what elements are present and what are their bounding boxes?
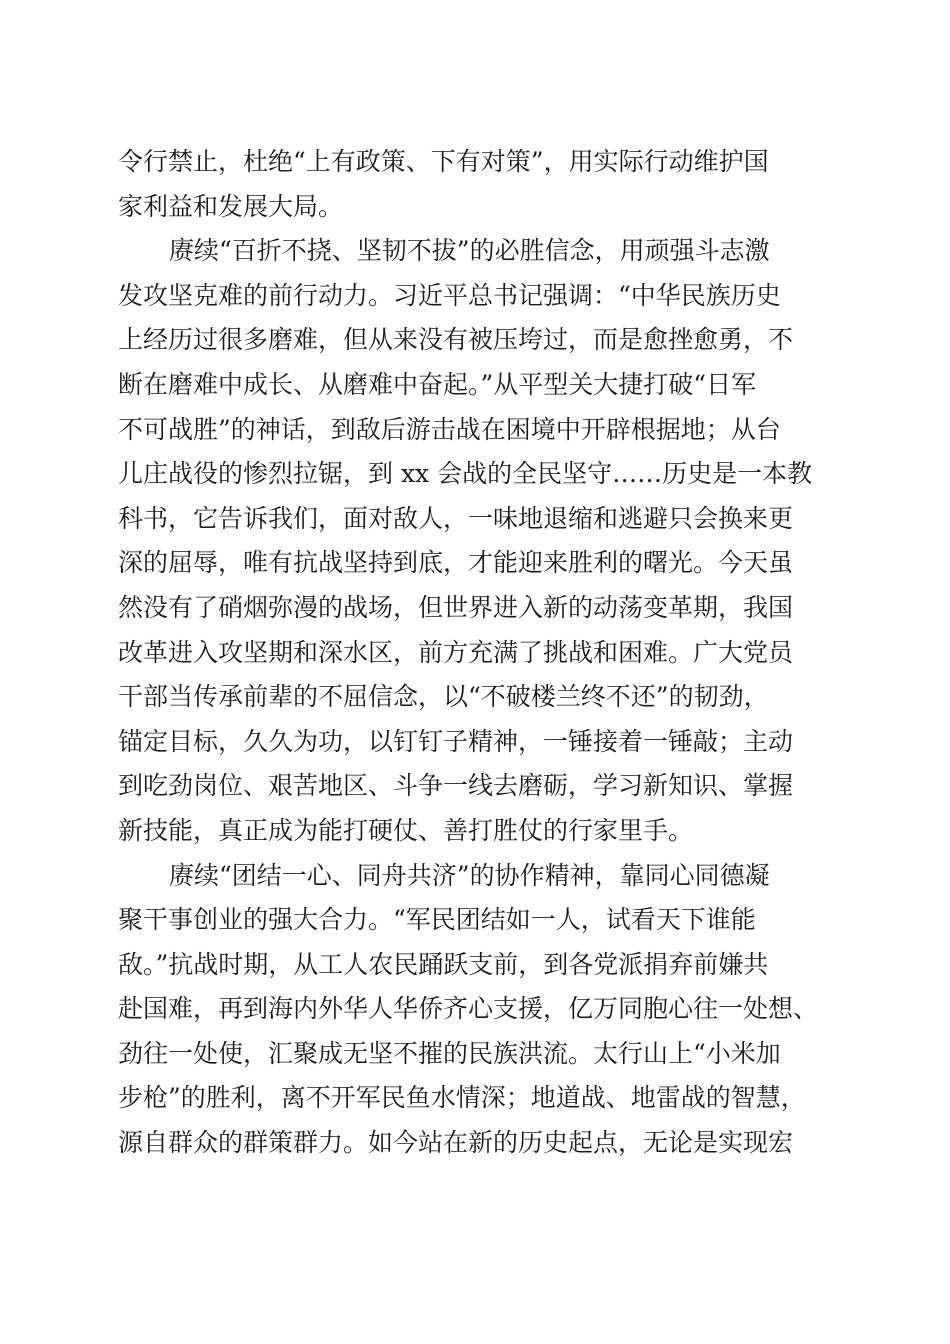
text-line: 改革进入攻坚期和深水区，前方充满了挑战和困难。广大党员 xyxy=(118,637,794,667)
text-line: 断在磨难中成长、从磨难中奋起。”从平型关大捷打破“日军 xyxy=(118,369,757,399)
body-text xyxy=(118,140,833,1166)
text-line: 锚定目标，久久为功，以钉钉子精神，一锤接着一锤敲；主动 xyxy=(118,726,794,756)
paragraph-start-line: 赓续“百折不挠、坚韧不拔”的必胜信念，用顽强斗志激 xyxy=(169,236,770,266)
text-line: 不可战胜”的神话，到敌后游击战在困境中开辟根据地；从台 xyxy=(118,414,781,444)
text-line: 源自群众的群策群力。如今站在新的历史起点，无论是实现宏 xyxy=(118,1128,794,1158)
text-line: 赴国难，再到海内外华人华侨齐心支援，亿万同胞心往一处想、 xyxy=(118,994,819,1024)
text-line: 发攻坚克难的前行动力。习近平总书记强调：“中华民族历史 xyxy=(118,280,781,310)
text-line: 深的屈辱，唯有抗战坚持到底，才能迎来胜利的曙光。今天虽 xyxy=(118,548,794,578)
text-line: 聚干事创业的强大合力。“军民团结如一人，试看天下谁能 xyxy=(118,905,756,935)
text-line: 干部当传承前辈的不屈信念，以“不破楼兰终不还”的韧劲， xyxy=(118,682,769,712)
text-line: 上经历过很多磨难，但从来没有被压垮过，而是愈挫愈勇，不 xyxy=(118,325,794,355)
text-line: 到吃劲岗位、艰苦地区、斗争一线去磨砺，学习新知识、掌握 xyxy=(118,771,794,801)
text-line: 令行禁止，杜绝“上有政策、下有对策”，用实际行动维护国 xyxy=(118,147,769,176)
text-line: 新技能，真正成为能打硬仗、善打胜仗的行家里手。 xyxy=(118,815,694,845)
text-line: 科书，它告诉我们，面对敌人，一味地退缩和逃避只会换来更 xyxy=(118,503,794,533)
text-line: 然没有了硝烟弥漫的战场，但世界进入新的动荡变革期，我国 xyxy=(118,592,794,622)
paragraph-start-line: 赓续“团结一心、同舟共济”的协作精神，靠同心同德凝 xyxy=(169,860,770,890)
text-line: 步枪”的胜利，离不开军民鱼水情深；地道战、地雷战的智慧， xyxy=(118,1083,806,1113)
text-line: 家利益和发展大局。 xyxy=(118,191,344,221)
text-line: 儿庄战役的惨烈拉锯，到 xx 会战的全民坚守……历史是一本教 xyxy=(118,459,813,489)
text-line: 劲往一处使，汇聚成无坚不摧的民族洪流。太行山上“小米加 xyxy=(118,1038,781,1068)
text-line: 敌。”抗战时期，从工人农民踊跃支前，到各党派捐弃前嫌共 xyxy=(118,949,769,979)
